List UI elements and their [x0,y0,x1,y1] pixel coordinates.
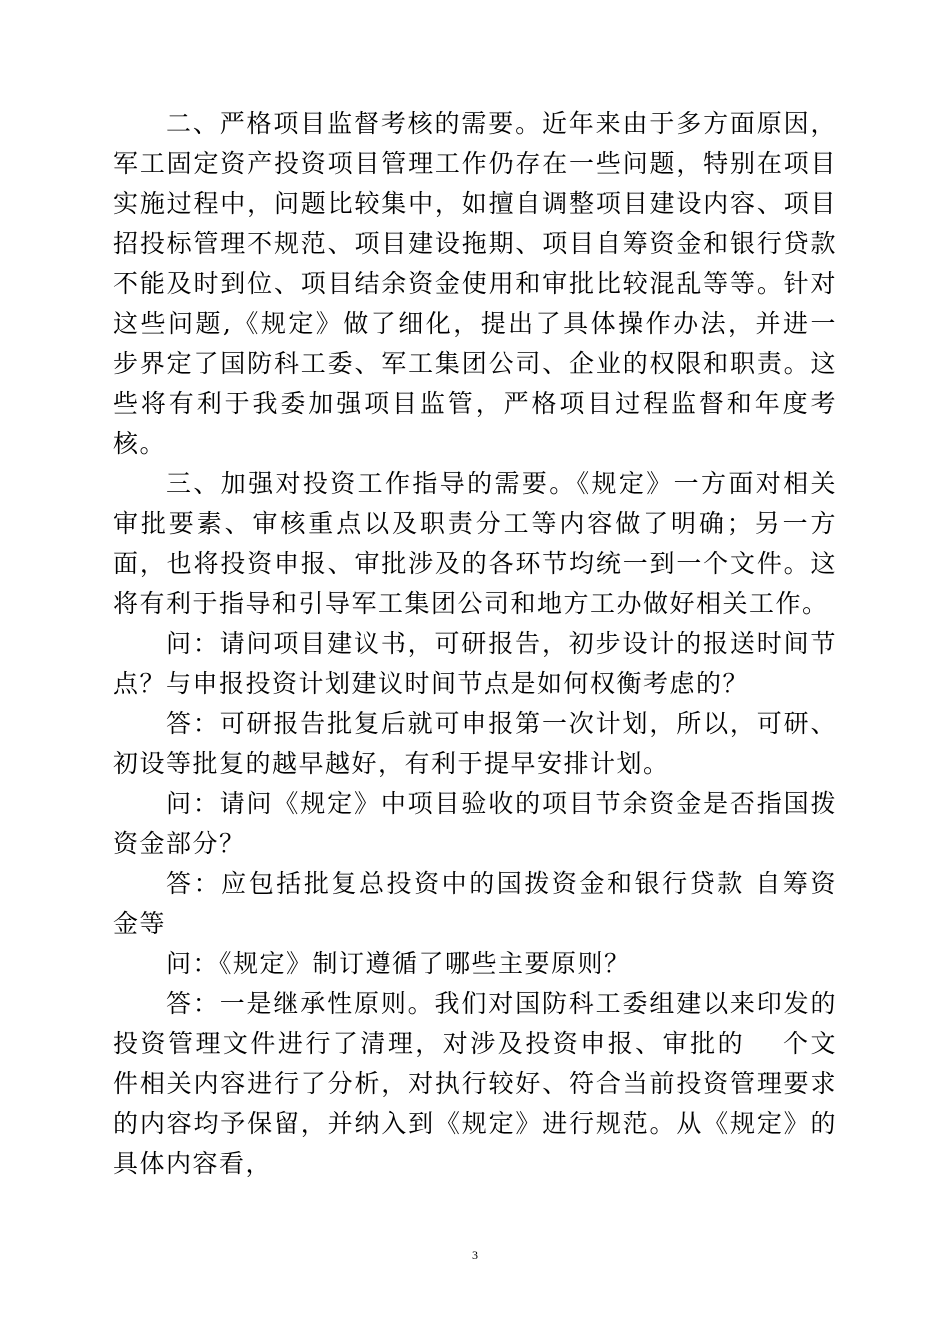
paragraph-investment-guidance: 三、加强对投资工作指导的需要。《规定》一方面对相关审批要素、审核重点以及职责分工等内容做了明确；另一方面，也将投资申报、审批涉及的各环节均统一到一个文件。这将有利于指导和引导军工集团公司和地方工办做好相关工作。 [113,469,837,618]
question-submission-timing: 问：请问项目建议书，可研报告，初步设计的报送时间节点？与申报投资计划建议时间节点是如何权衡考虑的？ [113,629,837,698]
page-number: 3 [472,1248,478,1262]
question-surplus-funds: 问：请问《规定》中项目验收的项目节余资金是否指国拨资金部分？ [113,789,837,858]
answer-main-principles: 答：一是继承性原则。我们对国防科工委组建以来印发的投资管理文件进行了清理，对涉及投资申报、审批的 个文件相关内容进行了分析，对执行较好、符合当前投资管理要求的内容均予保留，并纳入到《规定》进行规范。从《规定》的具体内容看， [113,989,837,1178]
paragraph-strict-supervision: 二、严格项目监督考核的需要。近年来由于多方面原因，军工固定资产投资项目管理工作仍存在一些问题，特别在项目实施过程中，问题比较集中，如擅自调整项目建设内容、项目招投标管理不规范、项目建设拖期、项目自筹资金和银行贷款不能及时到位、项目结余资金使用和审批比较混乱等等。针对这些问题,《规定》做了细化，提出了具体操作办法，并进一步界定了国防科工委、军工集团公司、企业的权限和职责。这些将有利于我委加强项目监管，严格项目过程监督和年度考核。 [113,109,837,458]
answer-surplus-funds: 答：应包括批复总投资中的国拨资金和银行贷款 自筹资金等 [113,869,837,938]
document-body [113,104,837,1184]
answer-submission-timing: 答：可研报告批复后就可申报第一次计划，所以，可研、初设等批复的越早越好，有利于提早安排计划。 [113,709,837,778]
question-main-principles: 问：《规定》制订遵循了哪些主要原则？ [166,949,631,978]
